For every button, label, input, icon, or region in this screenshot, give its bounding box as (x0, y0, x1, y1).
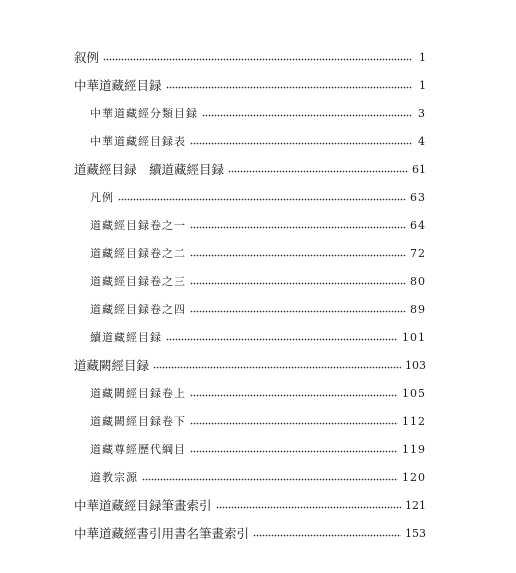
toc-entry-page: 112 (402, 415, 426, 428)
toc-entry-page: 89 (410, 303, 426, 316)
toc-leader-dots (190, 226, 406, 229)
toc-entry-title: 道藏尊經歷代綱目 (90, 443, 186, 456)
toc-entry[interactable] (90, 329, 426, 347)
toc-entry-page: 1 (419, 51, 426, 64)
toc-entry[interactable] (90, 385, 426, 403)
toc-entry-page: 119 (402, 443, 426, 456)
toc-entry-page: 4 (418, 135, 426, 148)
toc-entry[interactable] (74, 497, 426, 515)
toc-entry-title: 凡例 (90, 191, 114, 204)
toc-leader-dots (166, 338, 398, 341)
toc-entry-title: 道藏經目録卷之一 (90, 219, 186, 232)
toc-entry-page: 3 (418, 107, 426, 120)
toc-entry-page: 103 (405, 359, 426, 372)
toc-leader-dots (190, 254, 406, 257)
toc-entry-page: 153 (405, 527, 426, 540)
toc-entry[interactable] (90, 189, 426, 207)
toc-entry-page: 72 (410, 247, 426, 260)
toc-entry-page: 101 (402, 331, 426, 344)
toc-entry[interactable] (90, 301, 426, 319)
toc-leader-dots (103, 58, 412, 61)
toc-leader-dots (190, 422, 398, 425)
toc-entry-title: 道藏闕經目録卷下 (90, 415, 186, 428)
toc-leader-dots (190, 450, 398, 453)
toc-entry-page: 80 (410, 275, 426, 288)
toc-entry-title: 道藏經目録卷之四 (90, 303, 186, 316)
toc-entry-title: 中華道藏經分類目録 (90, 107, 198, 120)
toc-leader-dots (142, 478, 398, 481)
toc-entry-title: 中華道藏經目録 (74, 78, 162, 93)
toc-entry-page: 1 (419, 79, 426, 92)
toc-entry-page: 63 (410, 191, 426, 204)
toc-entry-title: 叙例 (74, 50, 100, 65)
toc-entry-page: 120 (402, 471, 426, 484)
toc-leader-dots (190, 310, 406, 313)
toc-entry[interactable] (90, 413, 426, 431)
toc-entry-page: 64 (410, 219, 426, 232)
toc-leader-dots (166, 86, 412, 89)
toc-entry[interactable] (74, 525, 426, 543)
toc-entry[interactable] (74, 49, 426, 67)
toc-entry[interactable] (90, 105, 426, 123)
toc-leader-dots (190, 394, 398, 397)
toc-entry-title: 道藏闕經目録 (74, 358, 150, 373)
toc-entry[interactable] (90, 245, 426, 263)
toc-leader-dots (216, 506, 401, 509)
toc-entry-title: 道教宗源 (90, 471, 138, 484)
toc-leader-dots (118, 198, 406, 201)
toc-leader-dots (190, 142, 412, 145)
toc-entry-page: 105 (402, 387, 426, 400)
toc-entry[interactable] (74, 357, 426, 375)
toc-entry[interactable] (90, 217, 426, 235)
toc-leader-dots (190, 282, 406, 285)
toc-leader-dots (253, 534, 401, 537)
toc-entry[interactable] (90, 441, 426, 459)
toc-leader-dots (202, 114, 412, 117)
toc-entry-title: 道藏經目録卷之二 (90, 247, 186, 260)
toc-entry-title: 道藏經目録卷之三 (90, 275, 186, 288)
toc-entry-title: 中華道藏經目録筆畫索引 (74, 498, 212, 513)
toc-entry-page: 61 (412, 163, 426, 176)
toc-entry-title: 道藏闕經目録卷上 (90, 387, 186, 400)
toc-entry-title: 中華道藏經目録表 (90, 135, 186, 148)
toc-entry-page: 121 (405, 499, 426, 512)
toc-entry-title: 道藏經目録 續道藏經目録 (74, 162, 225, 177)
toc-entry[interactable] (74, 161, 426, 179)
toc-leader-dots (228, 170, 408, 173)
toc-entry-title: 續道藏經目録 (90, 331, 162, 344)
toc-entry[interactable] (90, 469, 426, 487)
toc-leader-dots (153, 366, 401, 369)
toc-entry[interactable] (90, 273, 426, 291)
toc-entry[interactable] (90, 133, 426, 151)
toc-entry[interactable] (74, 77, 426, 95)
toc-entry-title: 中華道藏經書引用書名筆畫索引 (74, 526, 250, 541)
